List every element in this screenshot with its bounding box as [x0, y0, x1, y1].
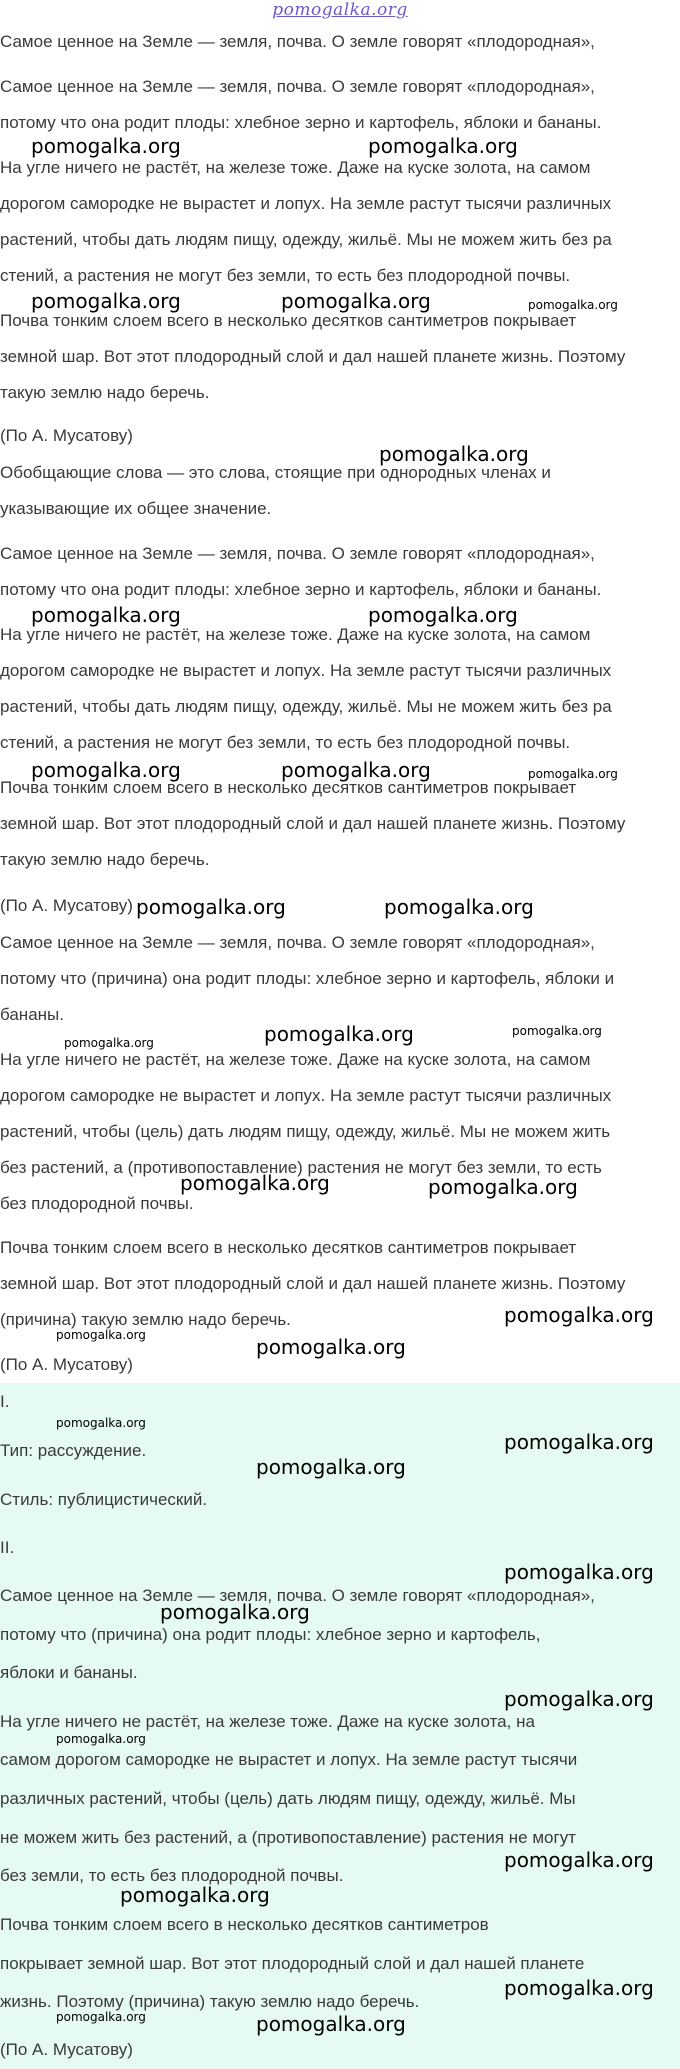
- watermark: pomogalka.org: [64, 1036, 154, 1050]
- text-line: бананы.: [0, 1005, 64, 1024]
- answer-text-line: покрывает земной шар. Вот этот плодородный слой и дал нашей планете: [0, 1954, 585, 1973]
- watermark: pomogalka.org: [31, 289, 181, 313]
- watermark: pomogalka.org: [160, 1600, 310, 1624]
- text-line: без растений, а (противопоставление) растения не могут без земли, то есть: [0, 1158, 602, 1177]
- watermark: pomogalka.org: [136, 895, 286, 919]
- watermark: pomogalka.org: [31, 603, 181, 627]
- answer-section-number: I.: [0, 1392, 10, 1411]
- watermark: pomogalka.org: [281, 758, 431, 782]
- text-line: Почва тонким слоем всего в несколько десятков сантиметров покрывает: [0, 311, 577, 330]
- source-citation: (По А. Мусатову): [0, 1355, 133, 1374]
- source-citation: (По А. Мусатову): [0, 896, 133, 915]
- source-citation: (По А. Мусатову): [0, 426, 133, 445]
- source-citation: (По А. Мусатову): [0, 2040, 133, 2059]
- text-line: (причина) такую землю надо беречь.: [0, 1310, 291, 1329]
- text-line: Почва тонким слоем всего в несколько десятков сантиметров покрывает: [0, 778, 577, 797]
- site-brand-link[interactable]: pomogalka.org: [272, 0, 408, 20]
- watermark: pomogalka.org: [528, 298, 618, 312]
- answer-text-type: Тип: рассуждение.: [0, 1441, 147, 1460]
- text-line: земной шар. Вот этот плодородный слой и дал нашей планете жизнь. Поэтому: [0, 814, 626, 833]
- text-line: такую землю надо беречь.: [0, 383, 210, 402]
- text-line: такую землю надо беречь.: [0, 850, 210, 869]
- answer-section-number: II.: [0, 1538, 15, 1557]
- answer-text-line: яблоки и бананы.: [0, 1663, 138, 1682]
- text-line: Самое ценное на Земле — земля, почва. О земле говорят «плодородная»,: [0, 933, 595, 952]
- answer-text-line: Самое ценное на Земле — земля, почва. О земле говорят «плодородная»,: [0, 1586, 595, 1605]
- text-line: потому что (причина) она родит плоды: хлебное зерно и картофель, яблоки и: [0, 969, 615, 988]
- answer-text-style: Стиль: публицистический.: [0, 1490, 208, 1509]
- watermark: pomogalka.org: [504, 1848, 654, 1872]
- definition-line: Обобщающие слова — это слова, стоящие при однородных членах и: [0, 463, 551, 482]
- text-line: растений, чтобы дать людям пищу, одежду, жильё. Мы не можем жить без ра: [0, 697, 612, 716]
- answer-text-line: без земли, то есть без плодородной почвы.: [0, 1866, 344, 1885]
- answer-text-line: На угле ничего не растёт, на железе тоже. Даже на куске золота, на: [0, 1712, 535, 1731]
- watermark: pomogalka.org: [256, 1455, 406, 1479]
- text-line: растений, чтобы (цель) дать людям пищу, одежду, жильё. Мы не можем жить: [0, 1122, 611, 1141]
- text-line: стений, а растения не могут без земли, то есть без плодородной почвы.: [0, 733, 571, 752]
- watermark: pomogalka.org: [56, 1328, 146, 1342]
- watermark: pomogalka.org: [379, 442, 529, 466]
- watermark: pomogalka.org: [504, 1687, 654, 1711]
- answer-text-line: различных растений, чтобы (цель) дать людям пищу, одежду, жильё. Мы: [0, 1789, 576, 1808]
- text-line: На угле ничего не растёт, на железе тоже. Даже на куске золота, на самом: [0, 625, 591, 644]
- watermark: pomogalka.org: [56, 1416, 146, 1430]
- text-line: Самое ценное на Земле — земля, почва. О земле говорят «плодородная»,: [0, 544, 595, 563]
- text-line: дорогом самородке не вырастет и лопух. На земле растут тысячи различных: [0, 661, 612, 680]
- text-line: потому что она родит плоды: хлебное зерно и картофель, яблоки и бананы.: [0, 113, 602, 132]
- watermark: pomogalka.org: [256, 1335, 406, 1359]
- answer-text-line: не можем жить без растений, а (противопоставление) растения не могут: [0, 1828, 576, 1847]
- text-line: Самое ценное на Земле — земля, почва. О земле говорят «плодородная»,: [0, 77, 595, 96]
- watermark: pomogalka.org: [368, 603, 518, 627]
- text-line: На угле ничего не растёт, на железе тоже. Даже на куске золота, на самом: [0, 158, 591, 177]
- watermark: pomogalka.org: [31, 758, 181, 782]
- text-line: дорогом самородке не вырастет и лопух. На земле растут тысячи различных: [0, 1086, 612, 1105]
- watermark: pomogalka.org: [368, 134, 518, 158]
- text-line: земной шар. Вот этот плодородный слой и дал нашей планете жизнь. Поэтому: [0, 347, 626, 366]
- watermark: pomogalka.org: [264, 1022, 414, 1046]
- watermark: pomogalka.org: [281, 289, 431, 313]
- text-line: На угле ничего не растёт, на железе тоже. Даже на куске золота, на самом: [0, 1050, 591, 1069]
- watermark: pomogalka.org: [528, 767, 618, 781]
- definition-line: указывающие их общее значение.: [0, 499, 272, 518]
- watermark: pomogalka.org: [384, 895, 534, 919]
- watermark: pomogalka.org: [56, 1732, 146, 1746]
- watermark: pomogalka.org: [120, 1883, 270, 1907]
- text-line: растений, чтобы дать людям пищу, одежду, жильё. Мы не можем жить без ра: [0, 230, 612, 249]
- watermark: pomogalka.org: [56, 2010, 146, 2024]
- text-line: земной шар. Вот этот плодородный слой и дал нашей планете жизнь. Поэтому: [0, 1274, 626, 1293]
- text-line: дорогом самородке не вырастет и лопух. На земле растут тысячи различных: [0, 194, 612, 213]
- text-line: Самое ценное на Земле — земля, почва. О земле говорят «плодородная»,: [0, 32, 595, 51]
- watermark: pomogalka.org: [31, 134, 181, 158]
- answer-text-line: самом дорогом самородке не вырастет и лопух. На земле растут тысячи: [0, 1750, 578, 1769]
- text-line: стений, а растения не могут без земли, то есть без плодородной почвы.: [0, 266, 571, 285]
- watermark: pomogalka.org: [504, 1560, 654, 1584]
- watermark: pomogalka.org: [504, 1976, 654, 2000]
- answer-text-line: жизнь. Поэтому (причина) такую землю надо беречь.: [0, 1992, 420, 2011]
- answer-text-line: Почва тонким слоем всего в несколько десятков сантиметров: [0, 1915, 489, 1934]
- watermark: pomogalka.org: [504, 1430, 654, 1454]
- answer-text-line: потому что (причина) она родит плоды: хлебное зерно и картофель,: [0, 1625, 541, 1644]
- text-line: потому что она родит плоды: хлебное зерно и картофель, яблоки и бананы.: [0, 580, 602, 599]
- watermark: pomogalka.org: [512, 1024, 602, 1038]
- text-line: Почва тонким слоем всего в несколько десятков сантиметров покрывает: [0, 1238, 577, 1257]
- watermark: pomogalka.org: [504, 1303, 654, 1327]
- watermark: pomogalka.org: [428, 1175, 578, 1199]
- watermark: pomogalka.org: [256, 2012, 406, 2036]
- watermark: pomogalka.org: [180, 1171, 330, 1195]
- text-line: без плодородной почвы.: [0, 1194, 194, 1213]
